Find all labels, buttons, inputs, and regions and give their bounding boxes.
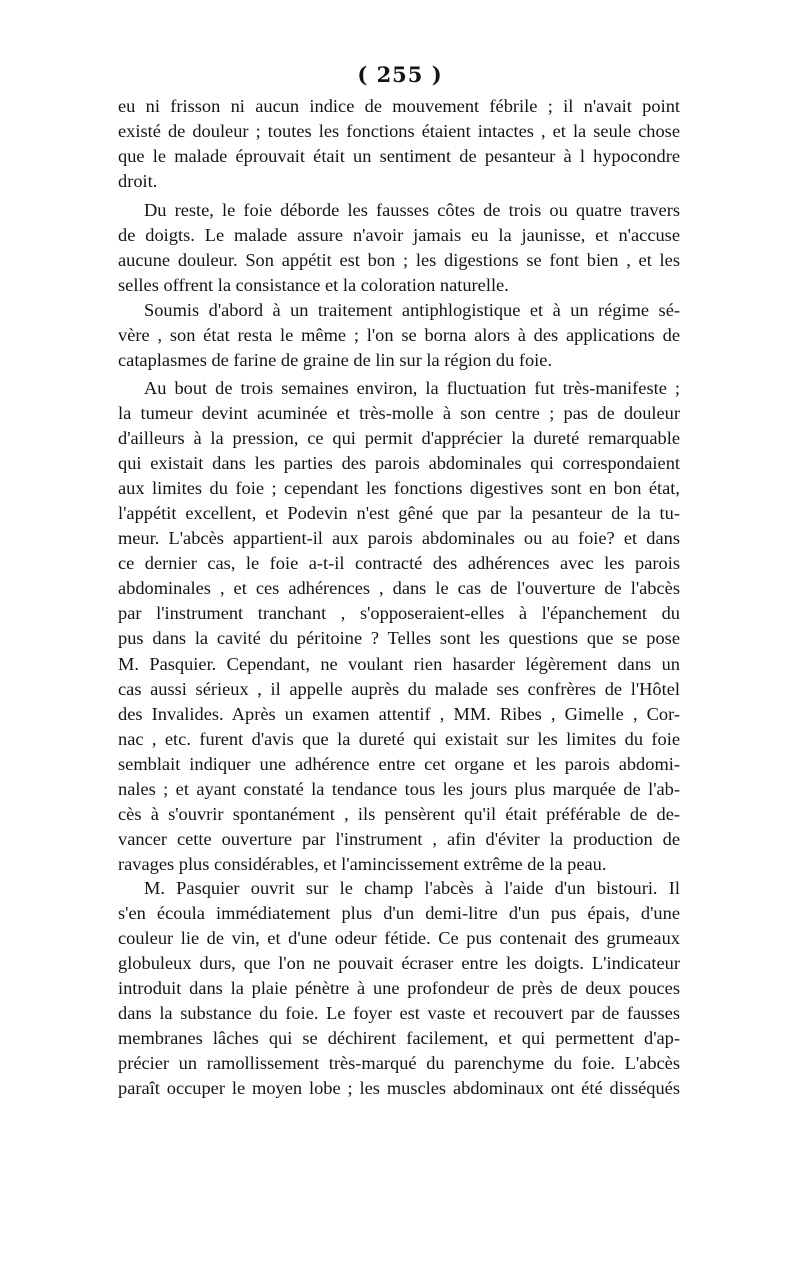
text-line: s'en écoula immédiatement plus d'un demi-litre d'un pus épais, d'une [118,903,680,924]
text-line: Soumis d'abord à un traitement antiphlogistique et à un régime sé- [144,300,680,320]
text-line: semblait indiquer une adhérence entre cet organe et les parois abdomi- [118,753,680,774]
text-line: pus dans la cavité du péritoine ? Telles sont les questions que se pose [118,628,680,649]
text-line: cès à s'ouvrir spontanément , ils pensèrent qu'il était préférable de de- [118,803,680,824]
text-line: ce dernier cas, le foie a-t-il contracté des adhérences avec les parois [118,553,680,574]
text-line: nac , etc. furent d'avis que la dureté qui existait sur les limites du foie [118,728,680,749]
text-line: M. Pasquier ouvrit sur le champ l'abcès à l'aide d'un bistouri. Il [144,878,680,898]
paragraph-4 [118,376,680,877]
text-line: nales ; et ayant constaté la tendance tous les jours plus marquée de l'ab- [118,778,680,799]
text-line: que le malade éprouvait était un sentiment de pesanteur à l hypocondre [118,146,680,167]
paragraph-3 [118,298,680,373]
text-line: aucune douleur. Son appétit est bon ; les digestions se font bien , et les [118,250,680,271]
text-line: des Invalides. Après un examen attentif , MM. Ribes , Gimelle , Cor- [118,703,680,724]
paragraph-5 [118,876,680,1101]
text-line: l'appétit excellent, et Podevin n'est gêné que par la pesanteur de la tu- [118,503,680,524]
text-line: eu ni frisson ni aucun indice de mouvement fébrile ; il n'avait point [118,96,680,116]
paragraph-2 [118,198,680,298]
page-number: ( 255 ) [357,62,443,87]
text-line: vère , son état resta le même ; l'on se borna alors à des applications de [118,325,680,346]
text-line: cas aussi sérieux , il appelle auprès du malade ses confrères de l'Hôtel [118,678,680,699]
text-line: de doigts. Le malade assure n'avoir jamais eu la jaunisse, et n'accuse [118,225,680,246]
text-line: meur. L'abcès appartient-il aux parois abdominales ou au foie? et dans [118,528,680,549]
text-line: introduit dans la plaie pénètre à une profondeur de près de deux pouces [118,978,680,999]
text-line: Du reste, le foie déborde les fausses côtes de trois ou quatre travers [144,200,680,220]
text-line: paraît occuper le moyen lobe ; les muscles abdominaux ont été disséqués [118,1078,680,1099]
paragraph-1 [118,94,680,194]
text-line: couleur lie de vin, et d'une odeur fétide. Ce pus contenait des grumeaux [118,928,680,949]
text-line: par l'instrument tranchant , s'opposeraient-elles à l'épanchement du [118,603,680,624]
text-line: globuleux durs, que l'on ne pouvait écraser entre les doigts. L'indicateur [118,953,680,974]
text-line: qui existait dans les parties des parois abdominales qui correspondaient [118,453,680,474]
text-line: M. Pasquier. Cependant, ne voulant rien hasarder légèrement dans un [118,653,680,674]
text-line: membranes lâches qui se déchirent facilement, et qui permettent d'ap- [118,1028,680,1049]
text-line: droit. [118,171,158,192]
text-line: cataplasmes de farine de graine de lin sur la région du foie. [118,350,553,371]
text-line: dans la substance du foie. Le foyer est vaste et recouvert par de fausses [118,1003,680,1024]
text-line: Au bout de trois semaines environ, la fluctuation fut très-manifeste ; [144,378,680,398]
text-line: existé de douleur ; toutes les fonctions étaient intactes , et la seule chose [118,121,680,142]
text-line: la tumeur devint acuminée et très-molle à son centre ; pas de douleur [118,403,680,424]
text-line: précier un ramollissement très-marqué du parenchyme du foie. L'abcès [118,1053,680,1074]
text-line: selles offrent la consistance et la coloration naturelle. [118,275,509,296]
text-line: ravages plus considérables, et l'amincissement extrême de la peau. [118,853,607,874]
text-line: aux limites du foie ; cependant les fonctions digestives sont en bon état, [118,478,680,499]
text-line: abdominales , et ces adhérences , dans le cas de l'ouverture de l'abcès [118,578,680,599]
text-line: d'ailleurs à la pression, ce qui permit d'apprécier la dureté remarquable [118,428,680,449]
text-line: vancer cette ouverture par l'instrument , afin d'éviter la production de [118,828,680,849]
